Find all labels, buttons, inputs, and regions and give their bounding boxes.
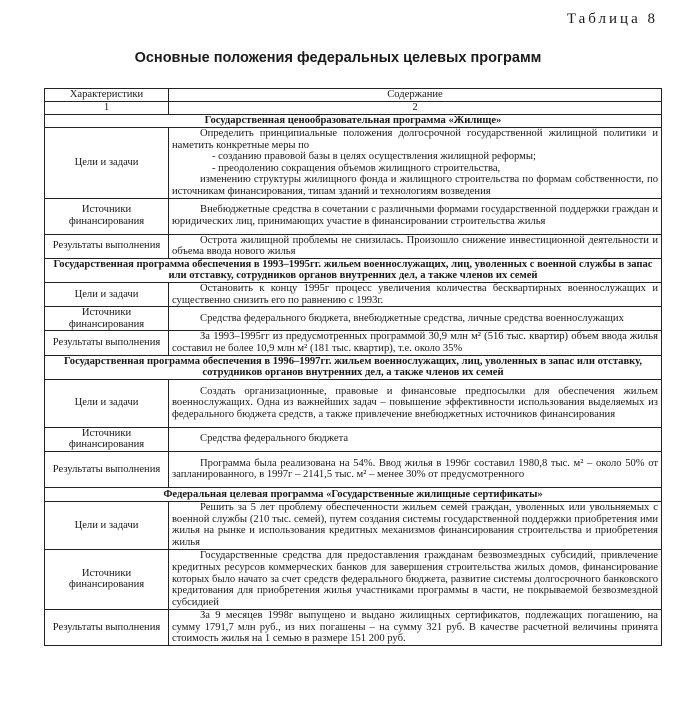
section-row: [45, 115, 662, 128]
table-header-row: [45, 89, 662, 102]
characteristic-label: Источники финансирования: [45, 549, 169, 609]
content-cell: [169, 609, 662, 645]
characteristic-label: Источники финансирования: [45, 427, 169, 451]
content-cell: [169, 198, 662, 234]
content-line: Программа была реализована на 54%. Ввод жилья в 1996г составил 1980,8 тыс. м² – около 50% от запланированного, в 1997г – 2141,5 тыс. м² – менее 30% от предусмотренного: [172, 457, 658, 481]
characteristic-label: Результаты выполнения: [45, 234, 169, 258]
header-content: Содержание: [169, 89, 662, 102]
section-row: [45, 258, 662, 282]
section-title: Федеральная целевая программа «Государственные жилищные сертификаты»: [45, 487, 662, 501]
table-row: [45, 451, 662, 487]
table-row: [45, 307, 662, 331]
table-row: [45, 549, 662, 609]
content-line: Острота жилищной проблемы не снизилась. Произошло снижение инвестиционной деятельности и объема ввода нового жилья: [172, 234, 658, 258]
table-row: [45, 331, 662, 355]
table-row: [45, 198, 662, 234]
content-cell: [169, 307, 662, 331]
characteristic-label: Цели и задачи: [45, 128, 169, 199]
content-line: Определить принципиальные положения долгосрочной государственной жилищной политики и наметить конкретные меры по: [172, 128, 658, 151]
content-line: - созданию правовой базы в целях осуществления жилищной реформы;: [212, 151, 536, 163]
content-cell: [169, 549, 662, 609]
content-line: - преодолению сокращения объемов жилищного строительства,: [212, 162, 501, 174]
characteristic-label: Цели и задачи: [45, 282, 169, 306]
content-line: изменению структуры жилищного фонда и жилищного строительства по формам собственности, по источникам финансирования, типам зданий и технологиям возведения: [172, 174, 658, 197]
section-row: [45, 355, 662, 379]
header-characteristics: Характеристики: [45, 89, 169, 102]
content-line: Государственные средства для предоставления гражданам безвозмездных субсидий, привлечение кредитных ресурсов коммерческих банков для завершения строительства жилых домов, финансирование которых было начато за счет средств федерального бюджета, развитие системы долгосрочного банковского кредитования для приобретения жилья участниками программы в части, не покрываемой безвозмездной субсидией: [172, 550, 658, 608]
content-line: Внебюджетные средства в сочетании с различными формами государственной поддержки граждан и юридических лиц, принимающих участие в финансировании строительства жилья: [172, 204, 658, 228]
section-title: Государственная ценообразовательная программа «Жилище»: [45, 115, 662, 128]
content-line: Средства федерального бюджета: [200, 433, 349, 445]
table-row: [45, 234, 662, 258]
content-cell: [169, 282, 662, 306]
content-cell: [169, 128, 662, 199]
table-row: [45, 427, 662, 451]
content-cell: [169, 379, 662, 427]
characteristic-label: Источники финансирования: [45, 307, 169, 331]
content-line: Средства федерального бюджета, внебюджетные средства, личные средства военнослужащих: [200, 312, 624, 324]
table-row: [45, 128, 662, 199]
characteristic-label: Цели и задачи: [45, 501, 169, 549]
section-title: Государственная программа обеспечения в 1993–1995гг. жильем военнослужащих, лиц, уволенных с военной службы в запас или отставку, сотрудников органов внутренних дел, а также членов их семей: [45, 258, 662, 282]
table-row: [45, 282, 662, 306]
content-line: Остановить к концу 1995г процесс увеличения количества бесквартирных военнослужащих и существенно снизить его по равнению с 1993г.: [172, 282, 658, 306]
programs-table: [44, 88, 662, 646]
characteristic-label: Результаты выполнения: [45, 331, 169, 355]
content-cell: [169, 234, 662, 258]
content-line: За 9 месяцев 1998г выпущено и выдано жилищных сертификатов, подлежащих погашению, на сумму 1791,7 млн руб., из них погашены – на сумму 321 руб. В качестве расчетной величины принята стоимость жилья на 1 семью в размере 151 200 руб.: [172, 609, 658, 645]
table-row: [45, 379, 662, 427]
content-line: Решить за 5 лет проблему обеспеченности жильем семей граждан, уволенных или увольняемых с военной службы (210 тыс. семей), путем создания системы государственной поддержки приобретения ими жилья на рынке и использования кредитных механизмов финансирования строительства и приобретения жилья: [172, 502, 658, 548]
content-cell: [169, 427, 662, 451]
content-line: Создать организационные, правовые и финансовые предпосылки для обеспечения жильем военнослужащих. Одна из важнейших задач – повышение эффективности использования выделяемых из федерального бюджета средств, а также привлечение внебюджетных источников финансирования: [172, 385, 658, 420]
table-number: Таблица 8: [566, 11, 658, 27]
characteristic-label: Результаты выполнения: [45, 451, 169, 487]
column-number-2: 2: [169, 102, 662, 115]
content-cell: [169, 501, 662, 549]
characteristic-label: Результаты выполнения: [45, 609, 169, 645]
column-number-1: 1: [45, 102, 169, 115]
section-row: [45, 487, 662, 501]
characteristic-label: Источники финансирования: [45, 198, 169, 234]
content-cell: [169, 331, 662, 355]
table-row: [45, 501, 662, 549]
content-line: За 1993–1995гг из предусмотренных программой 30,9 млн м² (516 тыс. квартир) объем ввода жилья составил не более 10,9 млн м² (181 тыс. квартир), т.е. около 35%: [172, 331, 658, 354]
content-cell: [169, 451, 662, 487]
page-title: Основные положения федеральных целевых программ: [134, 50, 542, 66]
table-number-row: [45, 102, 662, 115]
section-title: Государственная программа обеспечения в 1996–1997гг. жильем военнослужащих, лиц, уволенных в запас или отставку, сотрудников органов внутренних дел, а также членов их семей: [45, 355, 662, 379]
characteristic-label: Цели и задачи: [45, 379, 169, 427]
table-row: [45, 609, 662, 645]
